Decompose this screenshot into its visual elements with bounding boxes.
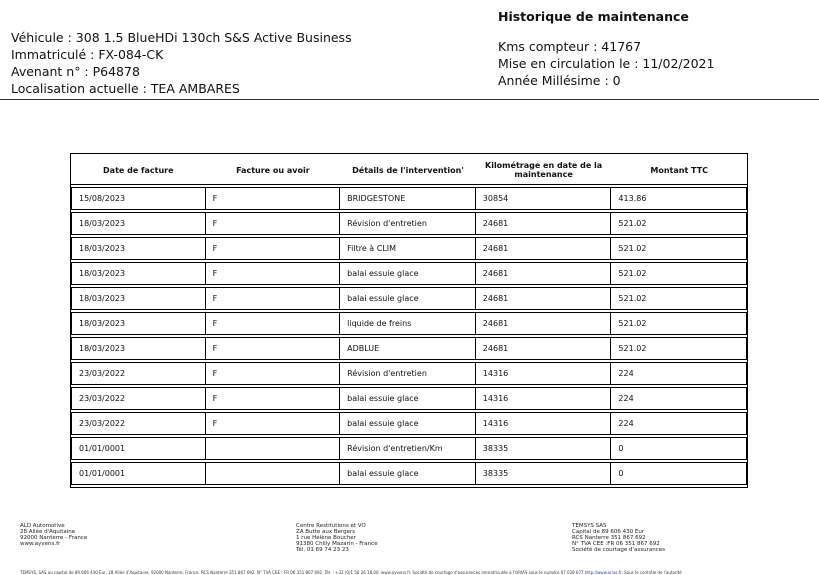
cell-invoice-date: 15/08/2023 xyxy=(71,187,206,210)
cell-invoice-date: 18/03/2023 xyxy=(71,312,206,335)
model-year: Année Millésime : 0 xyxy=(498,73,621,88)
cell-intervention: balai essuie glace xyxy=(340,412,476,435)
cell-invoice-date: 01/01/0001 xyxy=(71,462,206,485)
footer-line: 92000 Nanterre - France xyxy=(20,535,88,541)
table-row xyxy=(71,362,747,385)
cell-mileage: 14316 xyxy=(476,412,612,435)
registration-date: Mise en circulation le : 11/02/2021 xyxy=(498,56,715,71)
cell-intervention: BRIDGESTONE xyxy=(340,187,476,210)
cell-mileage: 24681 xyxy=(476,212,612,235)
footer-line: ZA Butte aux Bergers xyxy=(296,529,356,535)
cell-mileage: 24681 xyxy=(476,262,612,285)
footer-line: Capital de 89 606 430 Eur xyxy=(572,529,645,535)
cell-amount: 521.02 xyxy=(611,287,747,310)
table-row xyxy=(71,287,747,310)
footer-line: TEMSYS SAS xyxy=(572,523,607,529)
vehicle-location: Localisation actuelle : TEA AMBARES xyxy=(11,81,240,96)
vehicle-info xyxy=(11,29,352,97)
footer-line: Société de courtage d'assurances xyxy=(572,547,665,553)
cell-intervention: liquide de freins xyxy=(340,312,476,335)
cell-mileage: 24681 xyxy=(476,237,612,260)
maintenance-table-container xyxy=(70,153,748,488)
cell-mileage: 24681 xyxy=(476,287,612,310)
cell-amount: 0 xyxy=(611,437,747,460)
footer-legal-text: TEMSYS, SAS au capital de 89 606 430 Eur, 28 Allée d'Aquitaine, 92000 Nanterre, France. RCS Nanterre 351 867 692. N° TVA CEE : FR 06 351 867 692. Tél. : +33 (0)1 56 26 18 00. www.ayvens.fr. Société de courtage d'assurances immatriculée à l'ORIAS sous le numéro 07 028 677 http://www.orias.fr. Sous le contrôle de l'autorité xyxy=(20,570,682,575)
cell-invoice-type: F xyxy=(206,387,341,410)
cell-intervention: balai essuie glace xyxy=(340,262,476,285)
cell-mileage: 38335 xyxy=(476,437,612,460)
header-invoice-date: Date de facture xyxy=(71,156,206,185)
header-intervention-details: Détails de l'intervention' xyxy=(340,156,476,185)
table-row xyxy=(71,312,747,335)
vehicle-plate: Immatriculé : FX-084-CK xyxy=(11,47,164,62)
header-invoice-type: Facture ou avoir xyxy=(206,156,341,185)
cell-intervention: balai essuie glace xyxy=(340,462,476,485)
cell-invoice-date: 18/03/2023 xyxy=(71,287,206,310)
cell-mileage: 24681 xyxy=(476,337,612,360)
cell-invoice-type: F xyxy=(206,237,341,260)
cell-invoice-type xyxy=(206,437,341,460)
cell-invoice-date: 18/03/2023 xyxy=(71,262,206,285)
footer-line: Centre Restitutions et VO xyxy=(296,523,366,529)
table-row xyxy=(71,337,747,360)
cell-mileage: 14316 xyxy=(476,362,612,385)
footer-insurance xyxy=(572,523,792,553)
cell-invoice-date: 18/03/2023 xyxy=(71,237,206,260)
table-row xyxy=(71,262,747,285)
footer-company xyxy=(20,523,240,547)
footer-line: www.ayvens.fr xyxy=(20,541,61,547)
cell-intervention: Filtre à CLIM xyxy=(340,237,476,260)
table-row xyxy=(71,387,747,410)
cell-intervention: Révision d'entretien xyxy=(340,212,476,235)
cell-amount: 521.02 xyxy=(611,237,747,260)
table-row xyxy=(71,187,747,210)
cell-invoice-type xyxy=(206,462,341,485)
cell-mileage: 30854 xyxy=(476,187,612,210)
maintenance-table xyxy=(70,153,748,488)
cell-invoice-date: 18/03/2023 xyxy=(71,337,206,360)
cell-amount: 521.02 xyxy=(611,312,747,335)
header-amount: Montant TTC xyxy=(611,156,747,185)
cell-invoice-type: F xyxy=(206,287,341,310)
cell-amount: 224 xyxy=(611,387,747,410)
table-row xyxy=(71,462,747,485)
cell-invoice-date: 23/03/2022 xyxy=(71,412,206,435)
page-title: Historique de maintenance xyxy=(498,9,689,24)
cell-intervention: balai essuie glace xyxy=(340,287,476,310)
cell-intervention: balai essuie glace xyxy=(340,387,476,410)
cell-invoice-date: 18/03/2023 xyxy=(71,212,206,235)
table-row xyxy=(71,212,747,235)
cell-invoice-date: 01/01/0001 xyxy=(71,437,206,460)
odometer: Kms compteur : 41767 xyxy=(498,39,642,54)
table-row xyxy=(71,237,747,260)
cell-mileage: 14316 xyxy=(476,387,612,410)
cell-invoice-type: F xyxy=(206,187,341,210)
footer-line: ALD Automotive xyxy=(20,523,65,529)
cell-invoice-type: F xyxy=(206,362,341,385)
footer-line: 28 Allée d'Aquitaine xyxy=(20,529,76,535)
cell-amount: 413.86 xyxy=(611,187,747,210)
cell-mileage: 38335 xyxy=(476,462,612,485)
footer-return-center xyxy=(296,523,516,553)
cell-invoice-date: 23/03/2022 xyxy=(71,362,206,385)
header-mileage: Kilométrage en date de la maintenance xyxy=(476,156,612,185)
cell-intervention: Révision d'entretien/Km xyxy=(340,437,476,460)
cell-invoice-date: 23/03/2022 xyxy=(71,387,206,410)
cell-amount: 0 xyxy=(611,462,747,485)
orias-link[interactable]: http://www.orias.fr xyxy=(584,570,622,575)
table-row xyxy=(71,412,747,435)
vehicle-model: Véhicule : 308 1.5 BlueHDi 130ch S&S Active Business xyxy=(11,30,352,45)
footer-line: Tél. 01 69 74 23 23 xyxy=(296,547,349,553)
table-header-row xyxy=(71,156,747,185)
cell-invoice-type: F xyxy=(206,337,341,360)
cell-amount: 224 xyxy=(611,362,747,385)
footer-line: 1 rue Hélène Boucher xyxy=(296,535,356,541)
table-body xyxy=(71,187,747,485)
cell-mileage: 24681 xyxy=(476,312,612,335)
table-row xyxy=(71,437,747,460)
header-divider xyxy=(0,99,819,100)
cell-invoice-type: F xyxy=(206,412,341,435)
cell-intervention: Révision d'entretien xyxy=(340,362,476,385)
cell-amount: 521.02 xyxy=(611,337,747,360)
vehicle-amendment: Avenant n° : P64878 xyxy=(11,64,140,79)
footer-line: 91380 Chilly Mazarin - France xyxy=(296,541,378,547)
cell-intervention: ADBLUE xyxy=(340,337,476,360)
cell-invoice-type: F xyxy=(206,262,341,285)
cell-amount: 224 xyxy=(611,412,747,435)
cell-amount: 521.02 xyxy=(611,212,747,235)
footer-line: N° TVA CEE :FR 06 351 867 692 xyxy=(572,541,660,547)
footer-line: RCS Nanterre 351 867 692 xyxy=(572,535,646,541)
history-summary xyxy=(498,8,714,89)
cell-amount: 521.02 xyxy=(611,262,747,285)
cell-invoice-type: F xyxy=(206,212,341,235)
cell-invoice-type: F xyxy=(206,312,341,335)
